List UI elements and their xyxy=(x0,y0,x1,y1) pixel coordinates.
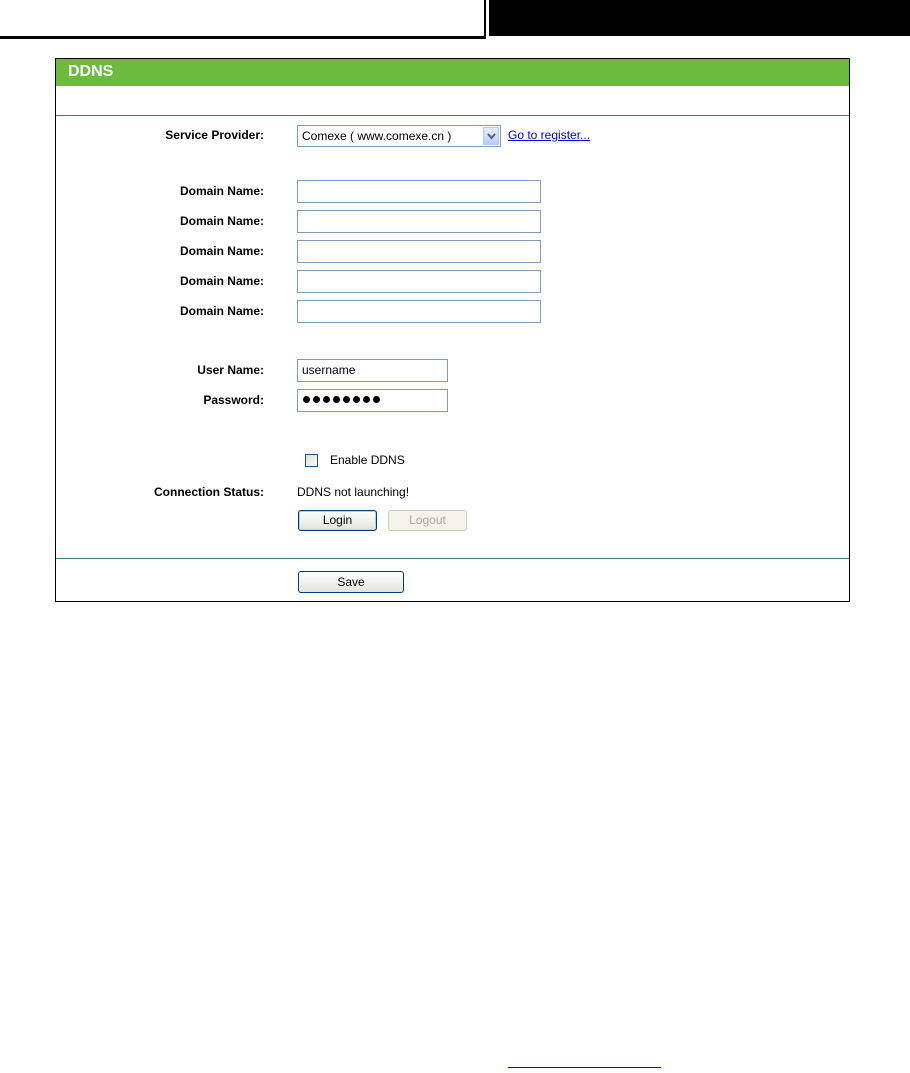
bottom-separator xyxy=(56,558,849,559)
domain-name-label-3: Domain Name: xyxy=(179,244,264,258)
password-mask xyxy=(303,396,380,403)
save-button[interactable]: Save xyxy=(298,571,404,593)
enable-ddns-label: Enable DDNS xyxy=(330,453,405,467)
password-mask-dot xyxy=(313,396,320,403)
password-mask-dot xyxy=(343,396,350,403)
chevron-down-icon xyxy=(487,133,496,140)
service-provider-value: Comexe ( www.comexe.cn ) xyxy=(302,129,452,143)
title-bar xyxy=(56,59,849,86)
header-left xyxy=(0,0,484,36)
login-button[interactable]: Login xyxy=(298,510,377,531)
password-mask-dot xyxy=(333,396,340,403)
domain-name-input-3[interactable] xyxy=(297,240,541,263)
password-mask-dot xyxy=(353,396,360,403)
footer-link-underline[interactable] xyxy=(508,1067,661,1068)
dropdown-button[interactable] xyxy=(483,127,499,145)
enable-ddns-checkbox[interactable] xyxy=(305,454,318,467)
service-provider-label: Service Provider: xyxy=(165,128,264,142)
top-separator xyxy=(56,115,849,116)
user-name-value: username xyxy=(302,363,356,377)
go-to-register-link[interactable]: Go to register... xyxy=(508,128,591,142)
domain-name-label-1: Domain Name: xyxy=(179,184,264,198)
domain-name-input-2[interactable] xyxy=(297,210,541,233)
domain-name-input-5[interactable] xyxy=(297,300,541,323)
domain-name-input-1[interactable] xyxy=(297,180,541,203)
user-name-input[interactable] xyxy=(297,359,448,382)
password-mask-dot xyxy=(303,396,310,403)
user-name-label: User Name: xyxy=(197,363,264,377)
password-mask-dot xyxy=(363,396,370,403)
password-mask-dot xyxy=(323,396,330,403)
password-mask-dot xyxy=(373,396,380,403)
service-provider-select[interactable] xyxy=(297,125,501,147)
ddns-panel xyxy=(55,58,850,602)
connection-status-value: DDNS not launching! xyxy=(297,485,410,499)
logout-button[interactable]: Logout xyxy=(388,510,467,531)
domain-name-label-2: Domain Name: xyxy=(179,214,264,228)
header-right xyxy=(489,0,910,36)
password-input[interactable] xyxy=(297,389,448,412)
connection-status-label: Connection Status: xyxy=(154,485,264,499)
domain-name-input-4[interactable] xyxy=(297,270,541,293)
header-rule xyxy=(0,36,486,39)
password-label: Password: xyxy=(203,393,264,407)
domain-name-label-4: Domain Name: xyxy=(179,274,264,288)
page-title: DDNS xyxy=(68,63,114,80)
domain-name-label-5: Domain Name: xyxy=(179,304,264,318)
